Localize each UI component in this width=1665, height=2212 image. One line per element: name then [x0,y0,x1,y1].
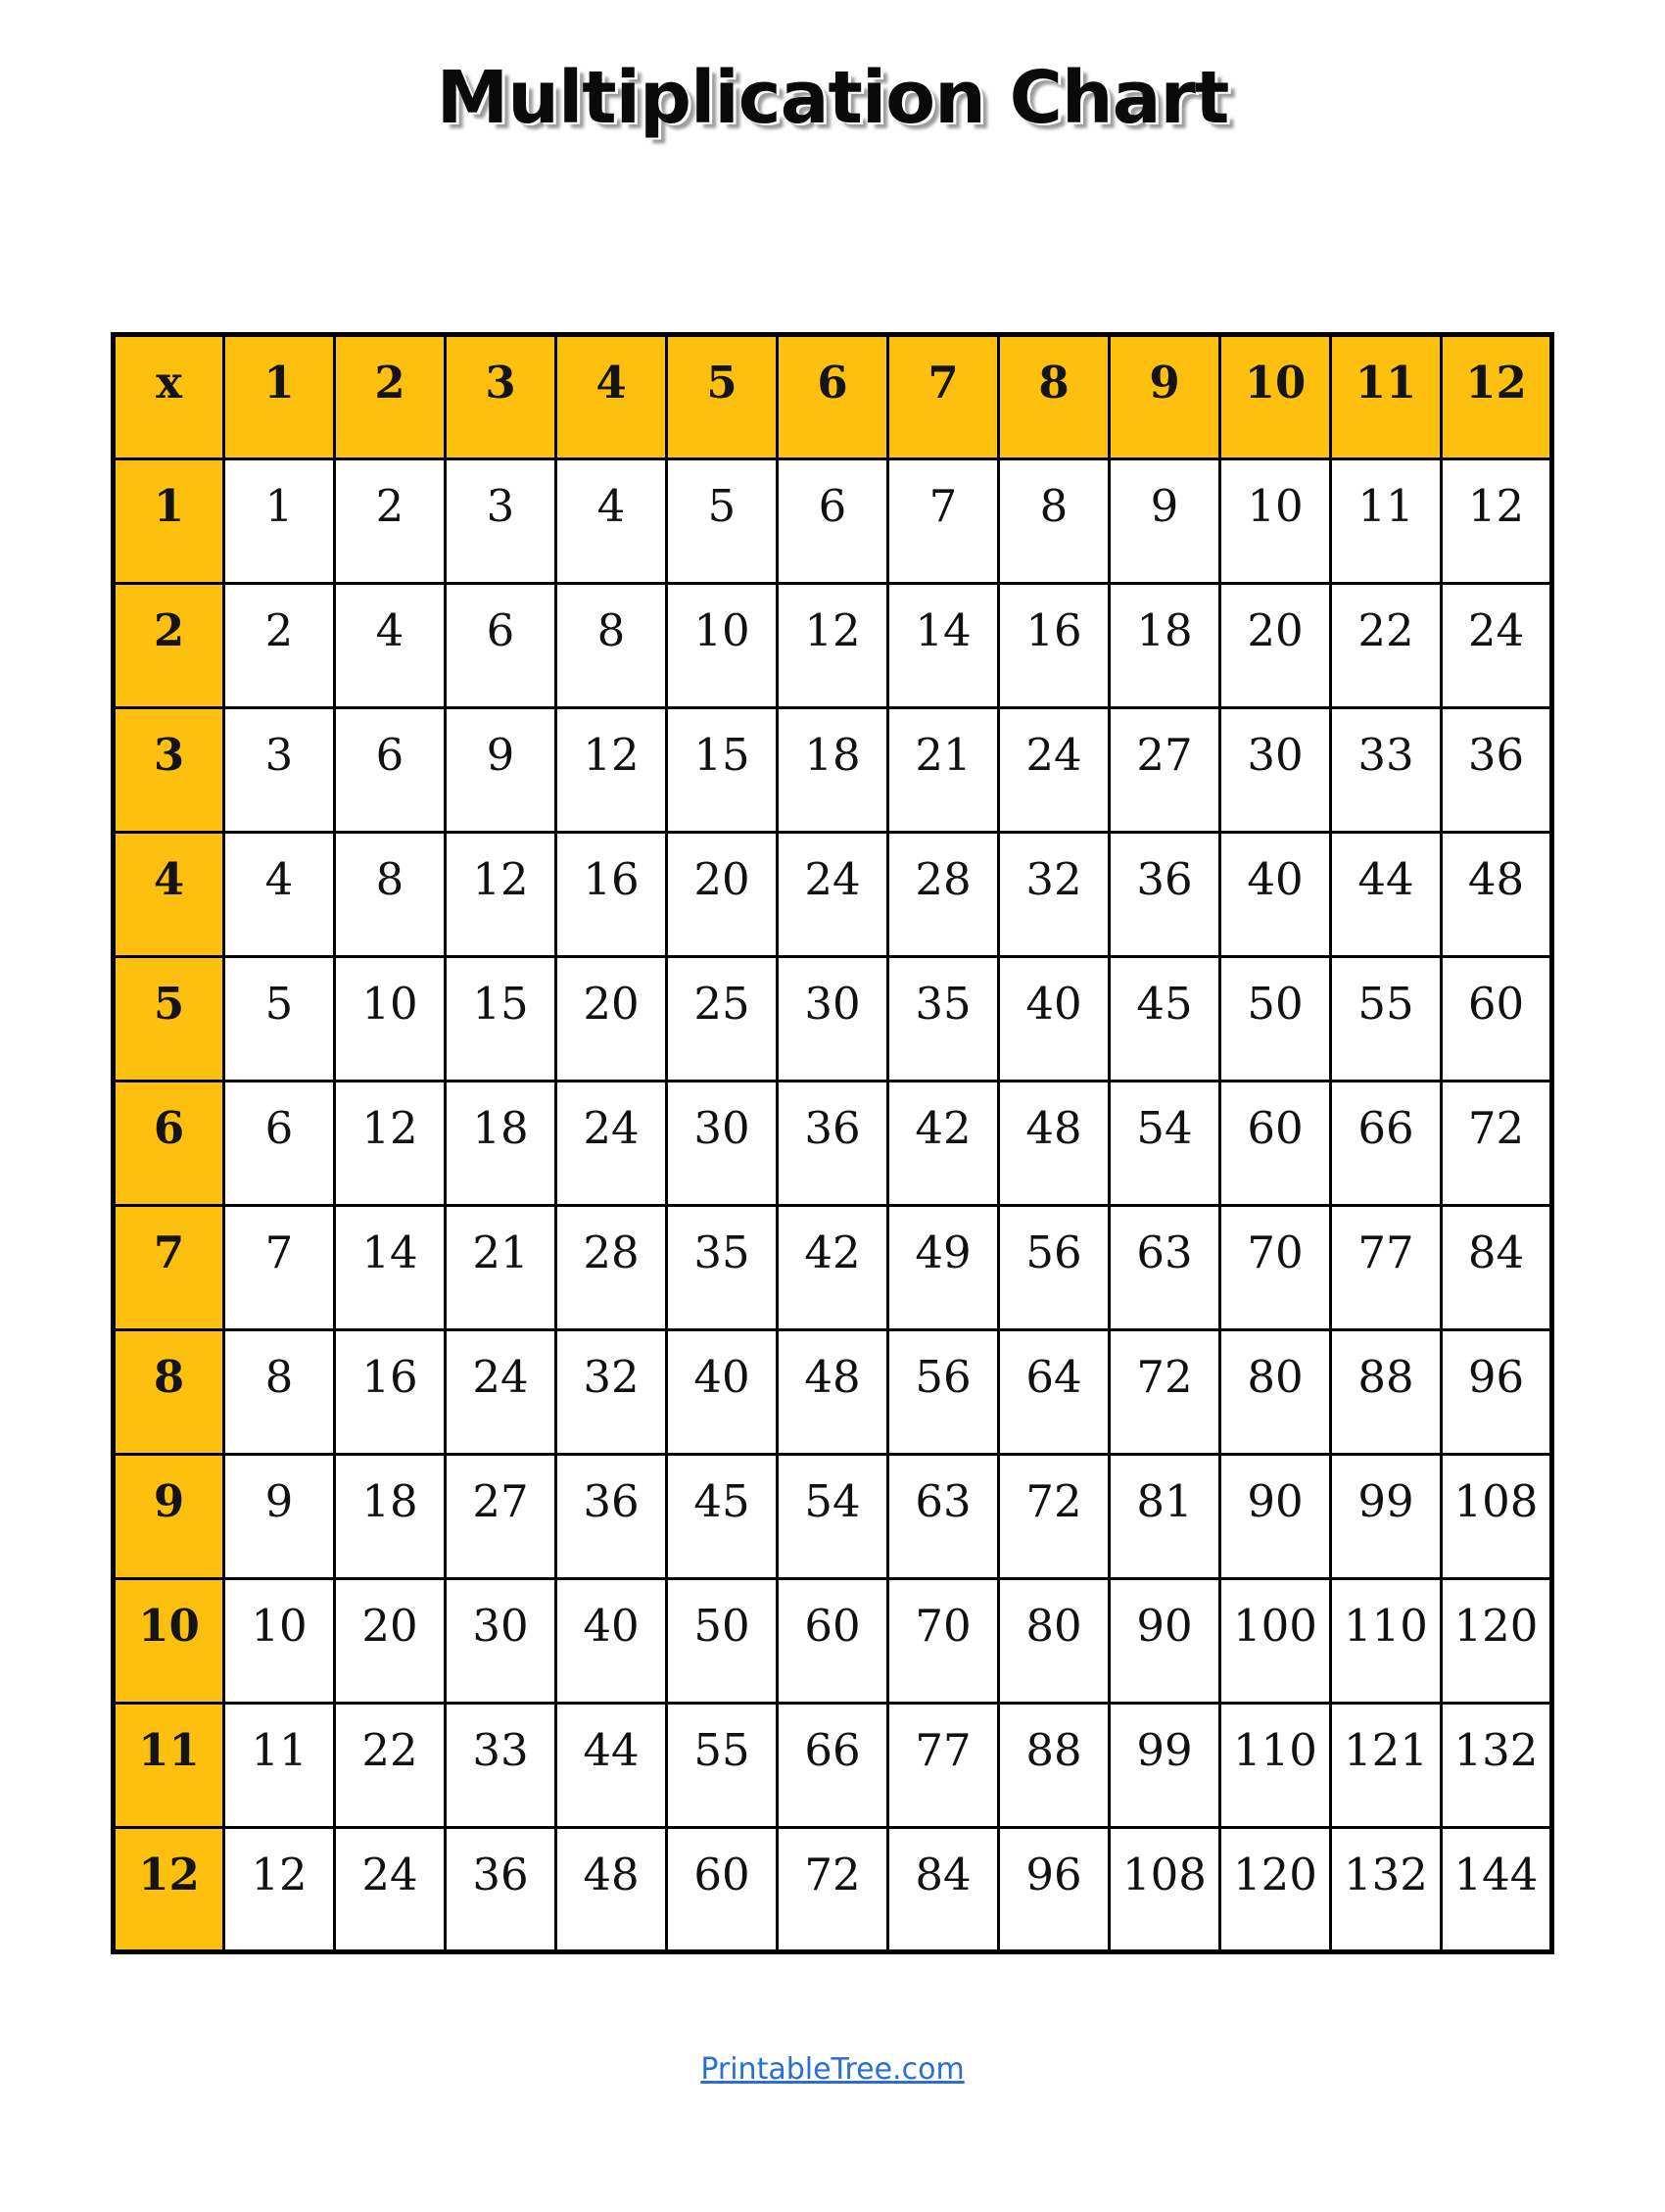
table-cell: 70 [1220,1206,1331,1330]
table-cell: 60 [778,1579,888,1704]
table-cell: 4 [224,833,335,957]
table-cell: 12 [335,1082,446,1206]
table-cell: 24 [556,1082,667,1206]
table-cell: 54 [1110,1082,1220,1206]
col-header-cell: 7 [888,335,999,459]
table-row [114,1828,1552,1952]
table-row [114,1704,1552,1828]
table-cell: 21 [888,708,999,833]
table-cell: 30 [446,1579,556,1704]
table-cell: 99 [1331,1455,1442,1579]
table-row [114,459,1552,584]
document-page [0,57,1665,2087]
col-header-cell: 3 [446,335,556,459]
table-cell: 5 [224,957,335,1082]
table-cell: 60 [667,1828,778,1952]
table-cell: 110 [1220,1704,1331,1828]
table-cell: 20 [1220,584,1331,708]
table-cell: 120 [1220,1828,1331,1952]
col-header-cell: 12 [1442,335,1552,459]
table-cell: 56 [888,1330,999,1455]
table-cell: 20 [556,957,667,1082]
table-row [114,708,1552,833]
table-cell: 88 [999,1704,1110,1828]
table-cell: 77 [888,1704,999,1828]
table-cell: 50 [1220,957,1331,1082]
row-header-cell: 12 [114,1828,224,1952]
table-cell: 36 [1110,833,1220,957]
table-cell: 48 [778,1330,888,1455]
table-cell: 63 [888,1455,999,1579]
table-cell: 24 [778,833,888,957]
multiplication-table-body [114,335,1552,1952]
table-cell: 9 [224,1455,335,1579]
col-header-cell: 1 [224,335,335,459]
table-cell: 7 [224,1206,335,1330]
table-cell: 96 [1442,1330,1552,1455]
table-cell: 72 [999,1455,1110,1579]
table-cell: 12 [1442,459,1552,584]
table-cell: 30 [667,1082,778,1206]
table-cell: 30 [778,957,888,1082]
table-cell: 80 [999,1579,1110,1704]
table-cell: 24 [999,708,1110,833]
table-cell: 9 [1110,459,1220,584]
table-cell: 66 [778,1704,888,1828]
table-cell: 24 [1442,584,1552,708]
col-header-cell: 6 [778,335,888,459]
table-cell: 42 [778,1206,888,1330]
table-cell: 56 [999,1206,1110,1330]
table-cell: 18 [446,1082,556,1206]
table-cell: 10 [224,1579,335,1704]
table-cell: 90 [1110,1579,1220,1704]
row-header-cell: 10 [114,1579,224,1704]
table-cell: 10 [335,957,446,1082]
table-cell: 96 [999,1828,1110,1952]
table-cell: 88 [1331,1330,1442,1455]
table-cell: 10 [667,584,778,708]
table-cell: 3 [446,459,556,584]
table-cell: 4 [335,584,446,708]
table-cell: 44 [556,1704,667,1828]
table-cell: 108 [1110,1828,1220,1952]
table-cell: 27 [446,1455,556,1579]
table-cell: 48 [999,1082,1110,1206]
row-header-cell: 3 [114,708,224,833]
row-header-cell: 4 [114,833,224,957]
table-row [114,833,1552,957]
col-header-cell: 11 [1331,335,1442,459]
row-header-cell: 8 [114,1330,224,1455]
table-cell: 8 [224,1330,335,1455]
table-cell: 14 [888,584,999,708]
table-cell: 32 [999,833,1110,957]
table-cell: 12 [778,584,888,708]
table-cell: 55 [667,1704,778,1828]
table-row [114,1455,1552,1579]
table-row [114,1082,1552,1206]
table-cell: 3 [224,708,335,833]
row-header-cell: 9 [114,1455,224,1579]
table-cell: 36 [1442,708,1552,833]
table-cell: 12 [446,833,556,957]
table-cell: 18 [1110,584,1220,708]
row-header-cell: 5 [114,957,224,1082]
row-header-cell: 11 [114,1704,224,1828]
table-cell: 72 [1110,1330,1220,1455]
table-cell: 36 [778,1082,888,1206]
table-cell: 6 [446,584,556,708]
table-cell: 20 [335,1579,446,1704]
table-cell: 72 [1442,1082,1552,1206]
table-cell: 66 [1331,1082,1442,1206]
table-cell: 15 [446,957,556,1082]
footer [0,2052,1665,2087]
table-cell: 2 [224,584,335,708]
table-cell: 90 [1220,1455,1331,1579]
table-cell: 132 [1331,1828,1442,1952]
table-cell: 15 [667,708,778,833]
table-cell: 45 [1110,957,1220,1082]
table-cell: 33 [446,1704,556,1828]
table-cell: 70 [888,1579,999,1704]
table-cell: 44 [1331,833,1442,957]
table-cell: 32 [556,1330,667,1455]
multiplication-table [111,332,1554,1954]
table-cell: 24 [446,1330,556,1455]
table-cell: 48 [556,1828,667,1952]
table-cell: 54 [778,1455,888,1579]
table-cell: 21 [446,1206,556,1330]
table-cell: 35 [888,957,999,1082]
corner-cell: x [114,335,224,459]
table-cell: 40 [999,957,1110,1082]
table-cell: 42 [888,1082,999,1206]
table-cell: 5 [667,459,778,584]
table-cell: 22 [335,1704,446,1828]
table-cell: 60 [1442,957,1552,1082]
col-header-cell: 2 [335,335,446,459]
table-cell: 1 [224,459,335,584]
table-cell: 45 [667,1455,778,1579]
table-cell: 16 [999,584,1110,708]
table-cell: 50 [667,1579,778,1704]
table-row [114,1330,1552,1455]
table-cell: 36 [556,1455,667,1579]
table-cell: 33 [1331,708,1442,833]
table-cell: 49 [888,1206,999,1330]
table-cell: 48 [1442,833,1552,957]
table-row [114,957,1552,1082]
table-cell: 55 [1331,957,1442,1082]
table-cell: 84 [888,1828,999,1952]
table-cell: 108 [1442,1455,1552,1579]
table-cell: 8 [999,459,1110,584]
table-cell: 11 [1331,459,1442,584]
table-cell: 18 [778,708,888,833]
table-cell: 12 [224,1828,335,1952]
table-cell: 84 [1442,1206,1552,1330]
table-cell: 14 [335,1206,446,1330]
table-row [114,1579,1552,1704]
table-cell: 11 [224,1704,335,1828]
table-cell: 28 [888,833,999,957]
table-cell: 64 [999,1330,1110,1455]
table-cell: 121 [1331,1704,1442,1828]
table-cell: 27 [1110,708,1220,833]
table-cell: 81 [1110,1455,1220,1579]
footer-link[interactable]: PrintableTree.com [700,2052,965,2088]
table-cell: 16 [335,1330,446,1455]
row-header-cell: 6 [114,1082,224,1206]
table-cell: 132 [1442,1704,1552,1828]
table-cell: 24 [335,1828,446,1952]
table-cell: 18 [335,1455,446,1579]
table-row [114,584,1552,708]
table-cell: 6 [335,708,446,833]
table-cell: 9 [446,708,556,833]
table-cell: 8 [556,584,667,708]
table-cell: 80 [1220,1330,1331,1455]
table-cell: 28 [556,1206,667,1330]
row-header-cell: 1 [114,459,224,584]
row-header-cell: 2 [114,584,224,708]
table-row [114,1206,1552,1330]
table-cell: 36 [446,1828,556,1952]
table-cell: 8 [335,833,446,957]
page-title: Multiplication Chart [436,56,1229,140]
table-cell: 7 [888,459,999,584]
table-cell: 110 [1331,1579,1442,1704]
col-header-cell: 8 [999,335,1110,459]
table-cell: 77 [1331,1206,1442,1330]
table-cell: 40 [667,1330,778,1455]
table-cell: 144 [1442,1828,1552,1952]
table-cell: 40 [556,1579,667,1704]
row-header-cell: 7 [114,1206,224,1330]
table-cell: 100 [1220,1579,1331,1704]
table-cell: 12 [556,708,667,833]
table-cell: 20 [667,833,778,957]
col-header-cell: 5 [667,335,778,459]
col-header-cell: 10 [1220,335,1331,459]
table-cell: 6 [778,459,888,584]
table-cell: 60 [1220,1082,1331,1206]
col-header-cell: 9 [1110,335,1220,459]
table-cell: 6 [224,1082,335,1206]
table-cell: 30 [1220,708,1331,833]
col-header-cell: 4 [556,335,667,459]
table-cell: 120 [1442,1579,1552,1704]
table-cell: 99 [1110,1704,1220,1828]
table-cell: 16 [556,833,667,957]
table-cell: 25 [667,957,778,1082]
table-cell: 10 [1220,459,1331,584]
table-cell: 72 [778,1828,888,1952]
table-cell: 22 [1331,584,1442,708]
header-row [114,335,1552,459]
table-cell: 4 [556,459,667,584]
table-cell: 2 [335,459,446,584]
table-cell: 35 [667,1206,778,1330]
table-cell: 63 [1110,1206,1220,1330]
table-cell: 40 [1220,833,1331,957]
